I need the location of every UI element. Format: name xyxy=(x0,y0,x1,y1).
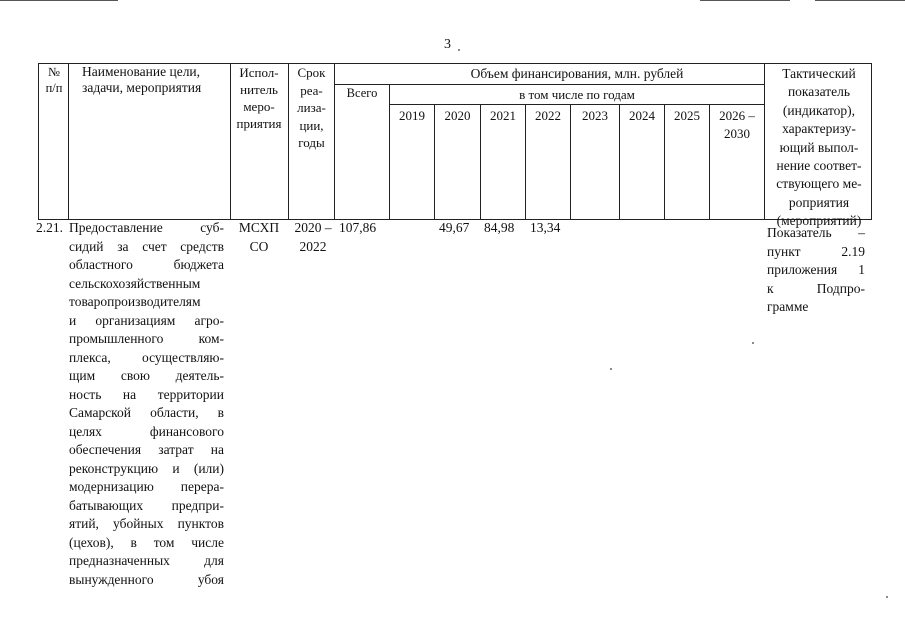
row-term-line: 2022 xyxy=(299,238,327,254)
header-by-years: в том числе по годам xyxy=(519,87,635,102)
row-executor-line: МСХП xyxy=(238,220,280,235)
row-name-line: целях финансового xyxy=(69,423,224,439)
row-indicator-line: пункт 2.19 xyxy=(767,243,865,259)
row-name-line: батывающих предпри- xyxy=(69,497,224,513)
row-indicator xyxy=(767,224,865,317)
row-term-line: 2020 – xyxy=(294,220,332,235)
row-executor-line: СО xyxy=(249,238,269,254)
scan-speck xyxy=(610,368,612,370)
header-year: 2021 xyxy=(490,108,516,123)
header-funding: Объем финансирования, млн. рублей xyxy=(470,66,684,81)
scan-speck xyxy=(886,596,888,598)
header-year: 2023 xyxy=(582,108,608,123)
header-year: 2019 xyxy=(399,108,425,123)
page-number: 3 xyxy=(444,37,451,52)
header-num: № п/п xyxy=(45,65,63,95)
row-name-line: ятий, убойных пунктов xyxy=(69,516,224,531)
grid-line xyxy=(871,63,872,220)
row-name-line: предназначенных для xyxy=(69,553,224,568)
row-name-line: плекса, осуществляю- xyxy=(69,349,224,365)
header-year: 2020 xyxy=(444,108,471,123)
scan-line xyxy=(815,0,905,1)
row-name-line: (цехов), в том числе xyxy=(69,534,224,550)
row-2022: 13,34 xyxy=(530,220,561,235)
scan-line xyxy=(0,0,118,1)
row-indicator-line: к Подпро- xyxy=(767,280,865,296)
header-indicator: Тактический показатель (индикатор), характеризу-ющий выпол-нение соответ-ствующего ме-роприятия (мероприятий) xyxy=(776,66,862,229)
grid-line xyxy=(389,104,764,105)
row-2021: 84,98 xyxy=(484,220,515,235)
grid-line xyxy=(334,84,764,85)
row-name-line: обеспечения затрат на xyxy=(69,442,224,457)
header-year: 2022 xyxy=(535,108,561,123)
header-total: Всего xyxy=(346,86,378,100)
row-name-line: ность на территории xyxy=(69,386,224,402)
header-term: Срок реа-лиза-ции, годы xyxy=(297,65,326,150)
grid-line xyxy=(68,63,69,220)
grid-line xyxy=(764,63,765,220)
grid-line xyxy=(709,104,710,220)
header-year: 2024 xyxy=(629,108,655,123)
row-name-line: модернизацию перера- xyxy=(69,479,224,494)
row-term xyxy=(289,219,337,256)
scan-speck xyxy=(458,49,460,51)
row-name-line: Предоставление суб- xyxy=(69,220,224,235)
grid-line xyxy=(38,63,39,220)
header-executor: Испол-нитель меро-приятия xyxy=(236,65,282,131)
row-name-line: товаропроизводителям xyxy=(69,294,201,309)
row-name-line: сидий за счет средств xyxy=(69,238,224,254)
row-executor xyxy=(231,219,287,256)
header-name: Наименование цели, задачи, мероприятия xyxy=(82,64,202,95)
row-name-line: вынужденного убоя xyxy=(69,571,224,587)
row-indicator-line: приложения 1 xyxy=(767,262,865,277)
row-name-line: сельскохозяйственным xyxy=(69,275,201,291)
row-indicator-line: Показатель – xyxy=(767,225,865,240)
row-indicator-line: грамме xyxy=(767,299,809,314)
header-year: 2025 xyxy=(674,108,700,123)
row-number: 2.21. xyxy=(36,220,63,235)
row-name-line: щим свою деятель- xyxy=(69,368,224,383)
row-name-line: и организациям агро- xyxy=(69,312,224,328)
scan-speck xyxy=(752,342,754,344)
row-name-line: областного бюджета xyxy=(69,257,224,272)
row-name-line: промышленного ком- xyxy=(69,331,224,346)
row-total: 107,86 xyxy=(339,220,377,235)
row-2020: 49,67 xyxy=(439,220,470,235)
scan-line xyxy=(700,0,790,1)
row-name xyxy=(69,219,224,589)
row-name-line: Самарской области, в xyxy=(69,405,224,420)
grid-line xyxy=(288,63,289,220)
row-name-line: реконструкцию и (или) xyxy=(69,460,224,476)
header-year: 2026 – 2030 xyxy=(719,108,755,141)
